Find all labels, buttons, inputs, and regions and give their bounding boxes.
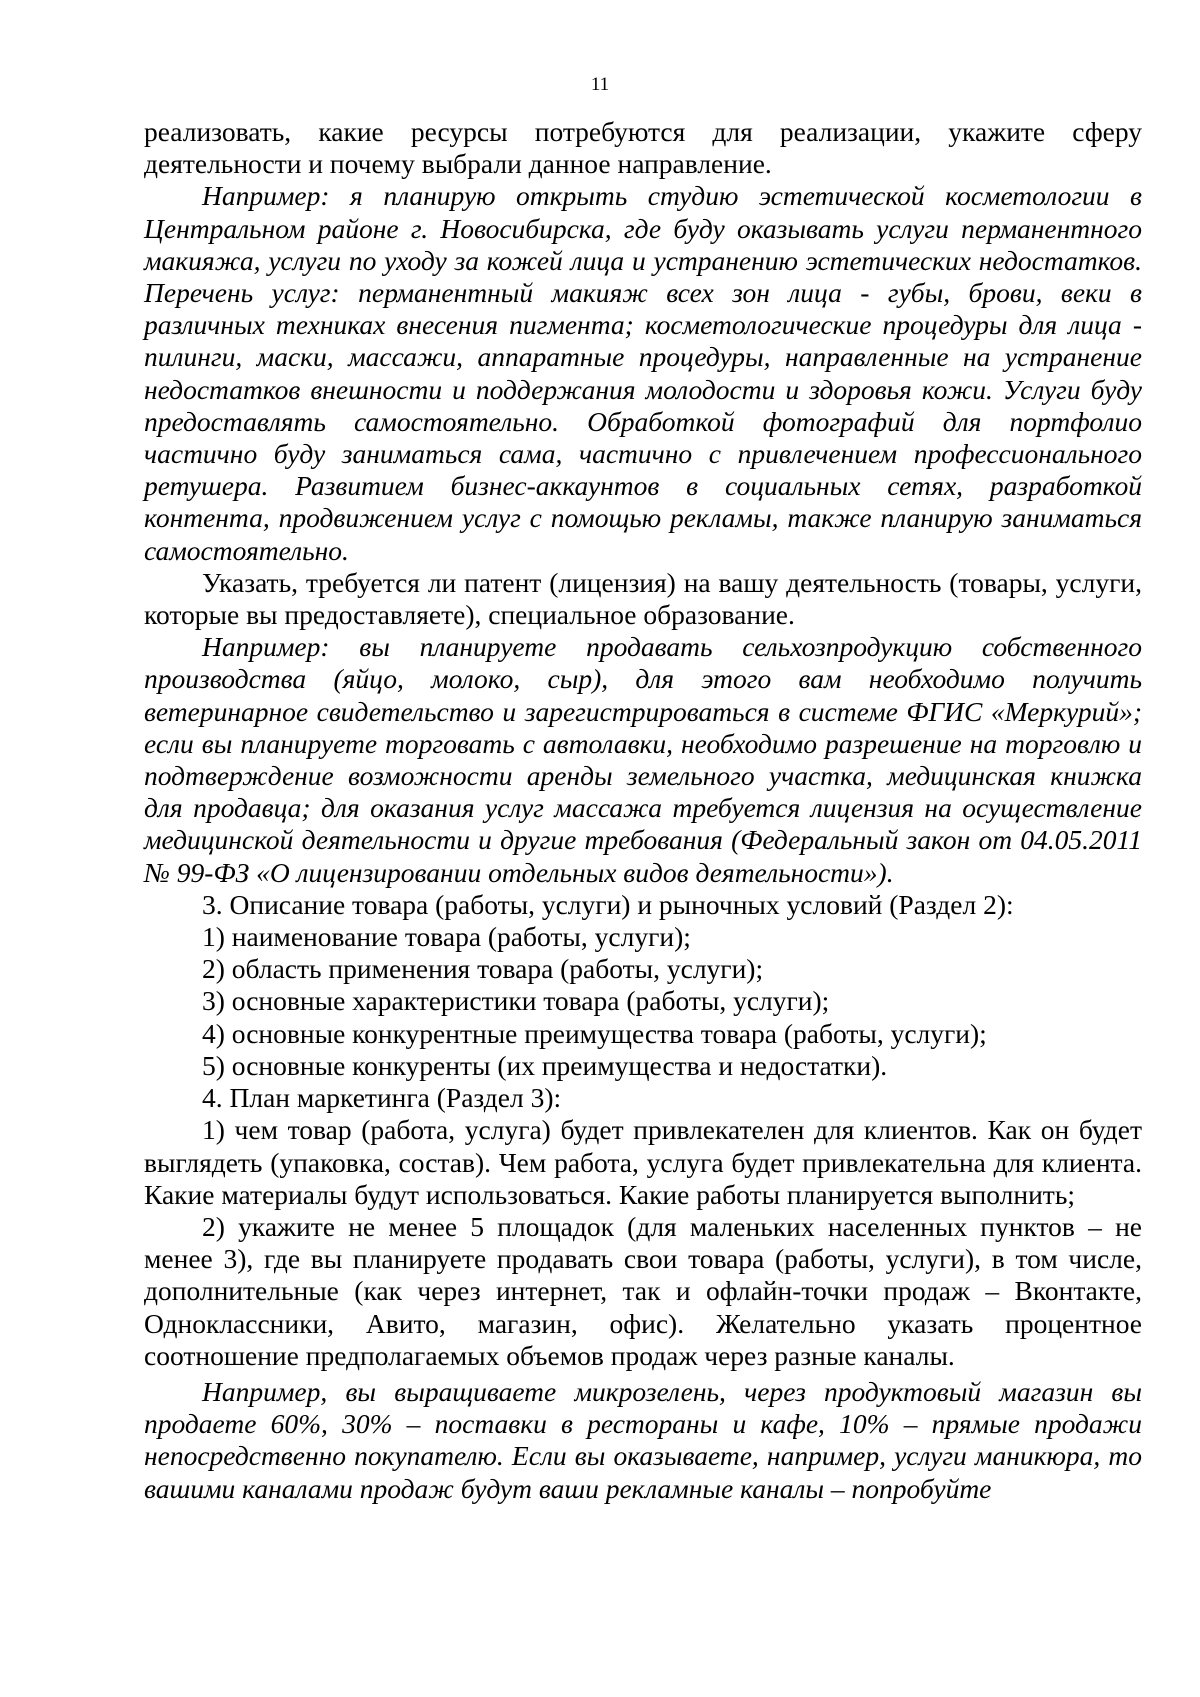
list-item: 2) укажите не менее 5 площадок (для маленьких населенных пунктов – не менее 3), где вы планируете продавать свои товара (работы, услуги), в том числе, дополнительные (как через интернет, так и офлайн-точки продаж – Вконтакте, Одноклассники, Авито, магазин, офис). Желательно указать процентное соотношение предполагаемых объемов продаж через разные каналы.: [144, 1210, 1142, 1371]
page-body: [144, 116, 1142, 1505]
example-paragraph-farm-products: Например: вы планируете продавать сельхозпродукцию собственного производства (яйцо, молоко, сыр), для этого вам необходимо получить ветеринарное свидетельство и зарегистрироваться в системе ФГИС «Меркурий»; если вы планируете торговать с автолавки, необходимо разрешение на торговлю и подтверждение возможности аренды земельного участка, медицинская книжка для продавца; для оказания услуг массажа требуется лицензия на осуществление медицинской деятельности и другие требования (Федеральный закон от 04.05.2011 № 99-ФЗ «О лицензировании отдельных видов деятельности»).: [144, 631, 1142, 888]
list-item: 5) основные конкуренты (их преимущества и недостатки).: [202, 1049, 888, 1081]
page-number: 11: [590, 74, 610, 95]
list-item: 2) область применения товара (работы, услуги);: [202, 953, 764, 985]
list-item: 1) наименование товара (работы, услуги);: [202, 921, 691, 953]
example-paragraph-cosmetology: Например: я планирую открыть студию эстетической косметологии в Центральном районе г. Новосибирска, где буду оказывать услуги перманентного макияжа, услуги по уходу за кожей лица и устранению эстетических недостатков. Перечень услуг: перманентный макияж всех зон лица - губы, брови, веки в различных техниках внесения пигмента; косметологические процедуры для лица - пилинги, маски, массажи, аппаратные процедуры, направленные на устранение недостатков внешности и поддержания молодости и здоровья кожи. Услуги буду предоставлять самостоятельно. Обработкой фотографий для портфолио частично буду заниматься сама, частично с привлечением профессионального ретушера. Развитием бизнес-аккаунтов в социальных сетях, разработкой контента, продвижением услуг с помощью рекламы, также планирую заниматься самостоятельно.: [144, 180, 1142, 566]
list-item: 3) основные характеристики товара (работы, услуги);: [202, 985, 830, 1017]
paragraph-continuation: реализовать, какие ресурсы потребуются для реализации, укажите сферу деятельности и почему выбрали данное направление.: [144, 116, 1142, 180]
paragraph-license-requirement: Указать, требуется ли патент (лицензия) на вашу деятельность (товары, услуги, которые вы предоставляете), специальное образование.: [144, 566, 1142, 631]
section-heading-product-description: 3. Описание товара (работы, услуги) и рыночных условий (Раздел 2):: [202, 888, 1014, 920]
list-item: 4) основные конкурентные преимущества товара (работы, услуги);: [202, 1017, 987, 1049]
list-item: 1) чем товар (работа, услуга) будет привлекателен для клиентов. Как он будет выглядеть (упаковка, состав). Чем работа, услуга будет привлекательна для клиента. Какие материалы будут использоваться. Какие работы планируется выполнить;: [144, 1114, 1142, 1210]
section-heading-marketing-plan: 4. План маркетинга (Раздел 3):: [202, 1082, 562, 1114]
example-paragraph-microgreens: Например, вы выращиваете микрозелень, через продуктовый магазин вы продаете 60%, 30% – поставки в рестораны и кафе, 10% – прямые продажи непосредственно покупателю. Если вы оказываете, например, услуги маникюра, то вашими каналами продаж будут ваши рекламные каналы – попробуйте: [144, 1375, 1142, 1504]
